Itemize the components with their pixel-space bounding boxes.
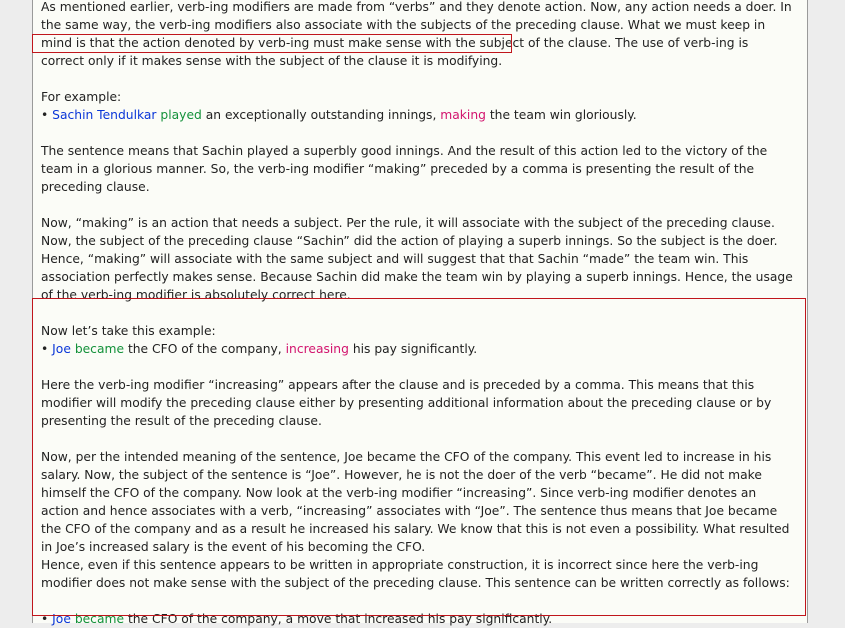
example-heading: Now let’s take this example:: [41, 324, 216, 338]
subject-text: Joe: [52, 612, 71, 626]
verb-text: became: [74, 612, 125, 626]
sentence-end: the team win gloriously.: [485, 108, 637, 122]
corrected-sentence: [41, 610, 795, 628]
intro-text-start: As mentioned earlier, verb-ing modifiers are made from “verbs” and they denote action. Now, any action needs a doer. In the same way, the verb-ing modifiers also associate with the subjects of the preceding clause. What we must keep in mind is that: [41, 0, 792, 50]
explanation-paragraph: Now, per the intended meaning of the sentence, Joe became the CFO of the company. This event led to increase in his salary. Now, the subject of the sentence is “Joe”. However, he is not the doer of the verb “became”. He did not make himself the CFO of the company. Now look at the verb-ing modifier “increasing”. Since verb-ing modifier denotes an action and hence associates with a verb, “increasing” associates with “Joe”. The sentence thus means that Joe became the CFO of the company and as a result he increased his salary. We know that this is not even a possibility. What resulted in Joe’s increased salary is the event of his becoming the CFO.: [41, 450, 790, 554]
sentence-rest: the CFO of the company, a move that increased his pay significantly.: [124, 612, 553, 626]
sentence-middle: the CFO of the company,: [124, 342, 286, 356]
document-content: [41, 0, 795, 628]
verb-text: became: [74, 342, 125, 356]
modifier-text: making: [440, 108, 486, 122]
sentence-middle: an exceptionally outstanding innings,: [201, 108, 441, 122]
intro-text-end: The use of verb-ing is correct only if it makes sense with the subject of the clause it is modifying.: [41, 36, 749, 68]
subject-text: Sachin Tendulkar: [52, 108, 157, 122]
example-sentence: [41, 106, 795, 124]
explanation-paragraph: Hence, even if this sentence appears to be written in appropriate construction, it is incorrect since here the verb-ing modifier does not make sense with the subject of the preceding clause. This sentence can be written correctly as follows:: [41, 558, 790, 590]
explanation-paragraph: Here the verb-ing modifier “increasing” appears after the clause and is preceded by a comma. This means that this modifier will modify the preceding clause either by presenting additional information about the preceding clause or by presenting the result of the preceding clause.: [41, 378, 772, 428]
explanation-paragraph: The sentence means that Sachin played a superbly good innings. And the result of this action led to the victory of the team in a glorious manner. So, the verb-ing modifier “making” preceded by a comma is presenting the result of the preceding clause.: [41, 144, 768, 194]
document-page: [32, 0, 808, 626]
example-sentence: [41, 340, 795, 358]
bullet: •: [41, 612, 53, 626]
example-heading: For example:: [41, 90, 122, 104]
explanation-paragraph: Now, “making” is an action that needs a subject. Per the rule, it will associate with the subject of the preceding clause. Now, the subject of the preceding clause “Sachin” did the action of playing a superb innings. So the subject is the doer. Hence, “making” will associate with the same subject and will suggest that that Sachin “made” the team win. This association perfectly makes sense. Because Sachin did make the team win by playing a superb innings. Hence, the usage of the verb-ing modifier is absolutely correct here.: [41, 216, 793, 302]
modifier-text: increasing: [285, 342, 349, 356]
verb-text: played: [160, 108, 202, 122]
bullet: •: [41, 342, 53, 356]
key-rule-highlight: the action denoted by verb-ing must make sense with the subject of the clause.: [118, 36, 612, 50]
bullet: •: [41, 108, 53, 122]
intro-paragraph: [41, 0, 795, 70]
sentence-end: his pay significantly.: [348, 342, 478, 356]
subject-text: Joe: [52, 342, 71, 356]
